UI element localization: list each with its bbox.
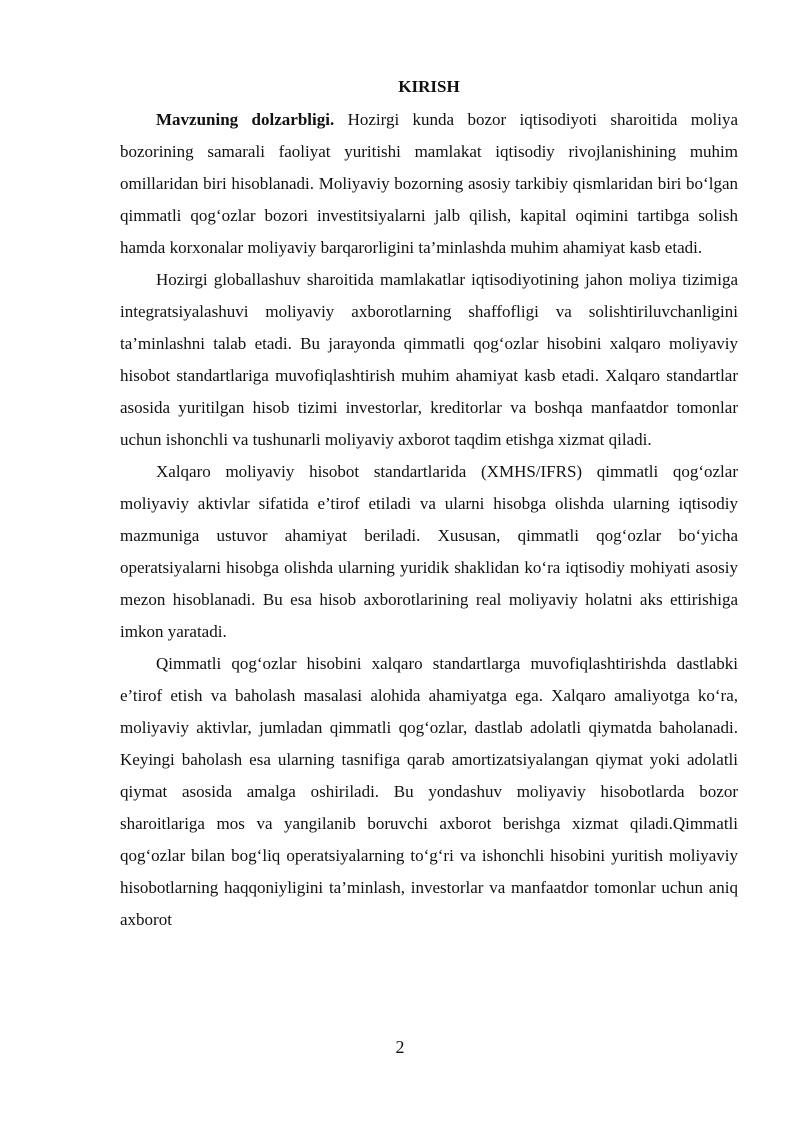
- paragraph-valuation: Qimmatli qog‘ozlar hisobini xalqaro standartlarga muvofiqlashtirishda dastlabki e’tirof etish va baholash masalasi alohida ahamiyatga ega. Xalqaro amaliyotga ko‘ra, moliyaviy aktivlar, jumladan qimmatli qog‘ozlar, dastlab adolatli qiymatda baholanadi. Keyingi baholash esa ularning tasnifiga qarab amortizatsiyalangan qiymat yoki adolatli qiymat asosida amalga oshiriladi. Bu yondashuv moliyaviy hisobotlarda bozor sharoitlariga mos va yangilanib boruvchi axborot berishga xizmat qiladi.Qimmatli qog‘ozlar bilan bog‘liq operatsiyalarning to‘g‘ri va ishonchli hisobini yuritish moliyaviy hisobotlarning haqqoniyligini ta’minlash, investorlar va manfaatdor tomonlar uchun aniq axborot: [120, 654, 738, 929]
- page-number: 2: [395, 1037, 405, 1057]
- paragraph-lead: Mavzuning dolzarbligi.: [156, 110, 335, 129]
- document-page: [120, 74, 738, 936]
- paragraph-globalization: Hozirgi globallashuv sharoitida mamlakatlar iqtisodiyotining jahon moliya tizimiga integratsiyalashuvi moliyaviy axborotlarning shaffofligi va solishtiriluvchanligini ta’minlashni talab etadi. Bu jarayonda qimmatli qog‘ozlar hisobini xalqaro moliyaviy hisobot standartlariga muvofiqlashtirish muhim ahamiyat kasb etadi. Xalqaro standartlar asosida yuritilgan hisob tizimi investorlar, kreditorlar va boshqa manfaatdor tomonlar uchun ishonchli va tushunarli moliyaviy axborot taqdim etishga xizmat qiladi.: [120, 270, 738, 449]
- paragraph-ifrs: Xalqaro moliyaviy hisobot standartlarida (XMHS/IFRS) qimmatli qog‘ozlar moliyaviy aktivlar sifatida e’tirof etiladi va ularni hisobga olishda ularning iqtisodiy mazmuniga ustuvor ahamiyat beriladi. Xususan, qimmatli qog‘ozlar bo‘yicha operatsiyalarni hisobga olishda ularning yuridik shaklidan ko‘ra iqtisodiy mohiyati asosiy mezon hisoblanadi. Bu esa hisob axborotlarining real moliyaviy holatni aks ettirishiga imkon yaratadi.: [120, 462, 738, 641]
- paragraph-text: Hozirgi kunda bozor iqtisodiyoti sharoitida moliya bozorining samarali faoliyat yuritishi mamlakat iqtisodiy rivojlanishining muhim omillaridan biri hisoblanadi. Moliyaviy bozorning asosiy tarkibiy qismlaridan biri bo‘lgan qimmatli qog‘ozlar bozori investitsiyalarni jalb qilish, kapital oqimini tartibga solish hamda korxonalar moliyaviy barqarorligini ta’minlashda muhim ahamiyat kasb etadi.: [120, 110, 738, 257]
- section-heading: KIRISH: [398, 77, 460, 96]
- paragraph-relevance: [120, 104, 738, 264]
